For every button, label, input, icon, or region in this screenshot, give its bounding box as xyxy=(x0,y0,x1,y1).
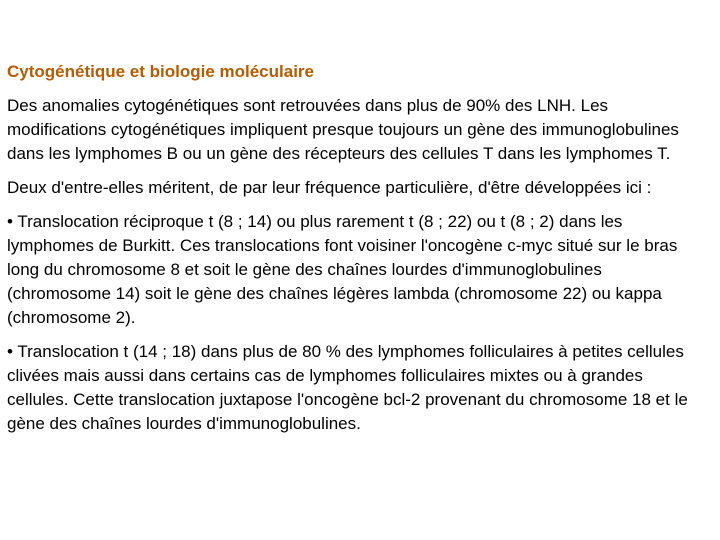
bullet-icon: • xyxy=(7,342,13,361)
bullet-item-burkitt xyxy=(7,210,707,330)
bullet-item-follicular xyxy=(7,340,707,436)
slide-content xyxy=(7,60,707,446)
bullet-icon: • xyxy=(7,212,13,231)
paragraph-intro: Des anomalies cytogénétiques sont retrouvées dans plus de 90% des LNH. Les modifications cytogénétiques impliquent presque toujours un gène des immunoglobulines dans les lymphomes B ou un gène des récepteurs des cellules T dans les lymphomes T. xyxy=(7,96,679,163)
paragraph-lead: Deux d'entre-elles méritent, de par leur fréquence particulière, d'être développées ici : xyxy=(7,178,652,197)
bullet-text-burkitt: Translocation réciproque t (8 ; 14) ou plus rarement t (8 ; 22) ou t (8 ; 2) dans les lymphomes de Burkitt. Ces translocations font voisiner l'oncogène c-myc situé sur le bras long du chromosome 8 et soit le gène des chaînes lourdes d'immunoglobulines (chromosome 14) soit le gène des chaînes légères lambda (chromosome 22) ou kappa (chromosome 2). xyxy=(7,212,678,327)
slide-title: Cytogénétique et biologie moléculaire xyxy=(7,62,314,81)
bullet-text-follicular: Translocation t (14 ; 18) dans plus de 80 % des lymphomes folliculaires à petites cellules clivées mais aussi dans certains cas de lymphomes folliculaires mixtes ou à grandes cellules. Cette translocation juxtapose l'oncogène bcl-2 provenant du chromosome 18 et le gène des chaînes lourdes d'immunoglobulines. xyxy=(7,342,688,433)
